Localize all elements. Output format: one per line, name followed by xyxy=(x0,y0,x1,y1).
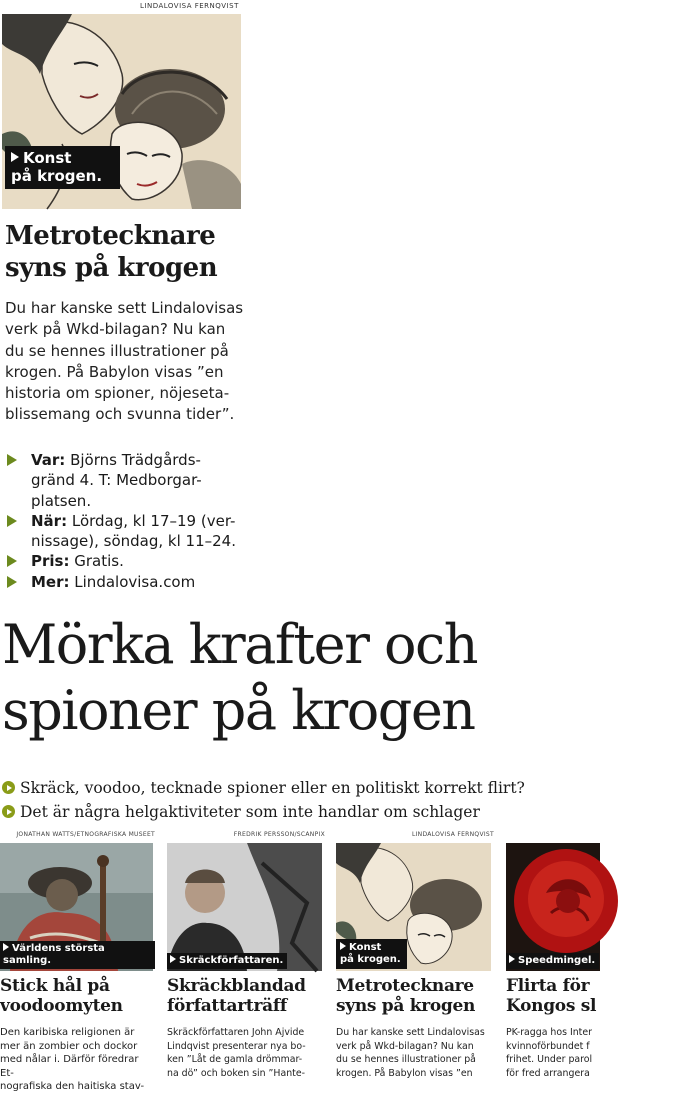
card-caption-text: Världens största samling. xyxy=(3,943,105,966)
card-caption xyxy=(506,953,599,969)
bullet-arrow-icon xyxy=(2,781,15,794)
caption-arrow-icon xyxy=(170,955,176,963)
bullet-arrow-icon xyxy=(2,805,15,818)
lead-line: du se hennes illustrationer på xyxy=(5,341,229,360)
card-photo-credit: JONATHAN WATTS/ETNOGRAFISKA MUSEET xyxy=(16,831,155,838)
fact-link[interactable]: Lindalovisa.com xyxy=(74,572,196,591)
feature-illustration[interactable] xyxy=(2,14,241,209)
fact-text: gränd 4. T: Medborgar- xyxy=(31,471,202,490)
fact-label: När: xyxy=(31,511,68,530)
card-body xyxy=(336,1026,494,1080)
card-body xyxy=(0,1026,155,1094)
card-caption xyxy=(167,953,287,969)
lead-line: verk på Wkd-bilagan? Nu kan xyxy=(5,320,226,339)
fact-arrow-icon xyxy=(7,454,17,466)
card-body-line: verk på Wkd-bilagan? Nu kan xyxy=(336,1040,474,1052)
fact-label: Mer: xyxy=(31,572,70,591)
card-metrotecknare[interactable] xyxy=(336,831,494,1079)
rose-photo-art xyxy=(506,843,600,971)
card-image xyxy=(506,843,600,971)
card-body-line: med nålar i. Därför föredrar Et- xyxy=(0,1054,139,1079)
card-body-line: Du har kanske sett Lindalovisas xyxy=(336,1027,485,1038)
fact-label: Pris: xyxy=(31,552,70,571)
card-title[interactable] xyxy=(336,976,506,1016)
card-body-line: kvinnoförbundet f xyxy=(506,1040,590,1052)
card-title-line: Skräckblandad xyxy=(167,976,306,996)
card-body-line: nografiska den haitiska stav- xyxy=(0,1081,145,1092)
fact-label: Var: xyxy=(31,451,66,469)
card-title-line: Stick hål på xyxy=(0,976,110,996)
card-body xyxy=(506,1026,616,1080)
card-title-line: syns på krogen xyxy=(336,996,476,1016)
card-body-line: för fred arrangera xyxy=(506,1067,590,1079)
card-body-line: mer än zombier och dockor xyxy=(0,1040,138,1052)
card-body-line: frihet. Under parol xyxy=(506,1054,593,1065)
fact-text: Björns Trädgårds- xyxy=(70,451,201,469)
card-image xyxy=(167,843,322,971)
card-title-line: författarträff xyxy=(167,996,287,1016)
feature-caption xyxy=(5,146,120,189)
card-title-line: Flirta för xyxy=(506,976,590,996)
caption-line-2: på krogen. xyxy=(11,167,103,185)
card-body-line: ken ”Låt de gamla drömmar- xyxy=(167,1054,303,1065)
card-title[interactable] xyxy=(0,976,170,1016)
feature-headline[interactable] xyxy=(5,220,245,284)
card-title[interactable] xyxy=(506,976,676,1016)
subhead-text: Skräck, voodoo, tecknade spioner eller en politiskt korrekt flirt? xyxy=(20,779,525,797)
fact-text: platsen. xyxy=(31,491,92,510)
fact-list xyxy=(5,450,255,592)
card-caption-text: Skräckförfattaren. xyxy=(179,955,284,966)
caption-arrow-icon xyxy=(11,152,19,162)
caption-arrow-icon xyxy=(340,942,346,950)
main-headline-line-2: spioner på krogen xyxy=(2,679,475,742)
fact-where xyxy=(5,450,255,511)
card-body-line: Skräckförfattaren John Ajvide xyxy=(167,1027,305,1038)
card-body-line: PK-ragga hos Inter xyxy=(506,1027,592,1038)
card-body-line: krogen. På Babylon visas ”en xyxy=(336,1067,473,1079)
card-title-line: Kongos sl xyxy=(506,996,597,1016)
subhead-2 xyxy=(2,801,602,823)
fact-arrow-icon xyxy=(7,555,17,567)
card-body-line: Den karibiska religionen är xyxy=(0,1027,135,1038)
card-caption xyxy=(336,939,407,969)
lead-line: Du har kanske sett Lindalovisas xyxy=(5,299,244,317)
subhead-1 xyxy=(2,777,602,799)
card-caption-text: Speedmingel. xyxy=(518,955,596,966)
lead-line: krogen. På Babylon visas ”en xyxy=(5,362,224,381)
card-photo-credit: LINDALOVISA FERNQVIST xyxy=(411,831,494,838)
card-caption xyxy=(0,941,155,969)
caption-line-1: Konst xyxy=(23,149,72,167)
card-photo-credit: FREDRIK PERSSON/SCANPIX xyxy=(233,831,325,838)
caption-arrow-icon xyxy=(509,955,515,963)
card-author[interactable] xyxy=(167,831,325,1079)
fact-text: Gratis. xyxy=(74,552,124,571)
card-caption-text: Konst xyxy=(349,942,382,953)
photo-credit: LINDALOVISA FERNQVIST xyxy=(140,2,239,10)
main-headline-line-1: Mörka krafter och xyxy=(2,613,478,676)
card-voodoo[interactable] xyxy=(0,831,155,1092)
card-title-line: Metrotecknare xyxy=(336,976,474,996)
card-caption-text: på krogen. xyxy=(340,954,401,965)
author-photo-art xyxy=(167,843,322,971)
fact-arrow-icon xyxy=(7,515,17,527)
fact-when xyxy=(5,511,255,552)
card-body xyxy=(167,1026,325,1080)
feature-headline-line-1: Metrotecknare xyxy=(5,221,216,251)
feature-lead xyxy=(5,298,245,426)
fact-text: Lördag, kl 17–19 (ver- xyxy=(71,511,236,530)
fact-text: nissage), söndag, kl 11–24. xyxy=(31,532,236,551)
fact-price xyxy=(5,551,255,571)
subhead-text: Det är några helgaktiviteter som inte handlar om schlager xyxy=(20,803,480,821)
feature-headline-line-2: syns på krogen xyxy=(5,253,218,283)
fact-more xyxy=(5,572,255,592)
card-title[interactable] xyxy=(167,976,337,1016)
lead-line: historia om spioner, nöjeseta- xyxy=(5,384,230,403)
fact-arrow-icon xyxy=(7,576,17,588)
caption-arrow-icon xyxy=(3,943,9,951)
lead-line: blissemang och svunna tider”. xyxy=(5,405,235,424)
card-body-line: na dö” och boken sin ”Hante- xyxy=(167,1067,305,1079)
main-headline[interactable] xyxy=(2,612,602,744)
card-title-line: voodoomyten xyxy=(0,996,123,1016)
card-speedmingel[interactable] xyxy=(506,831,600,1079)
card-body-line: Lindqvist presenterar nya bo- xyxy=(167,1040,306,1052)
card-body-line: du se hennes illustrationer på xyxy=(336,1054,476,1065)
